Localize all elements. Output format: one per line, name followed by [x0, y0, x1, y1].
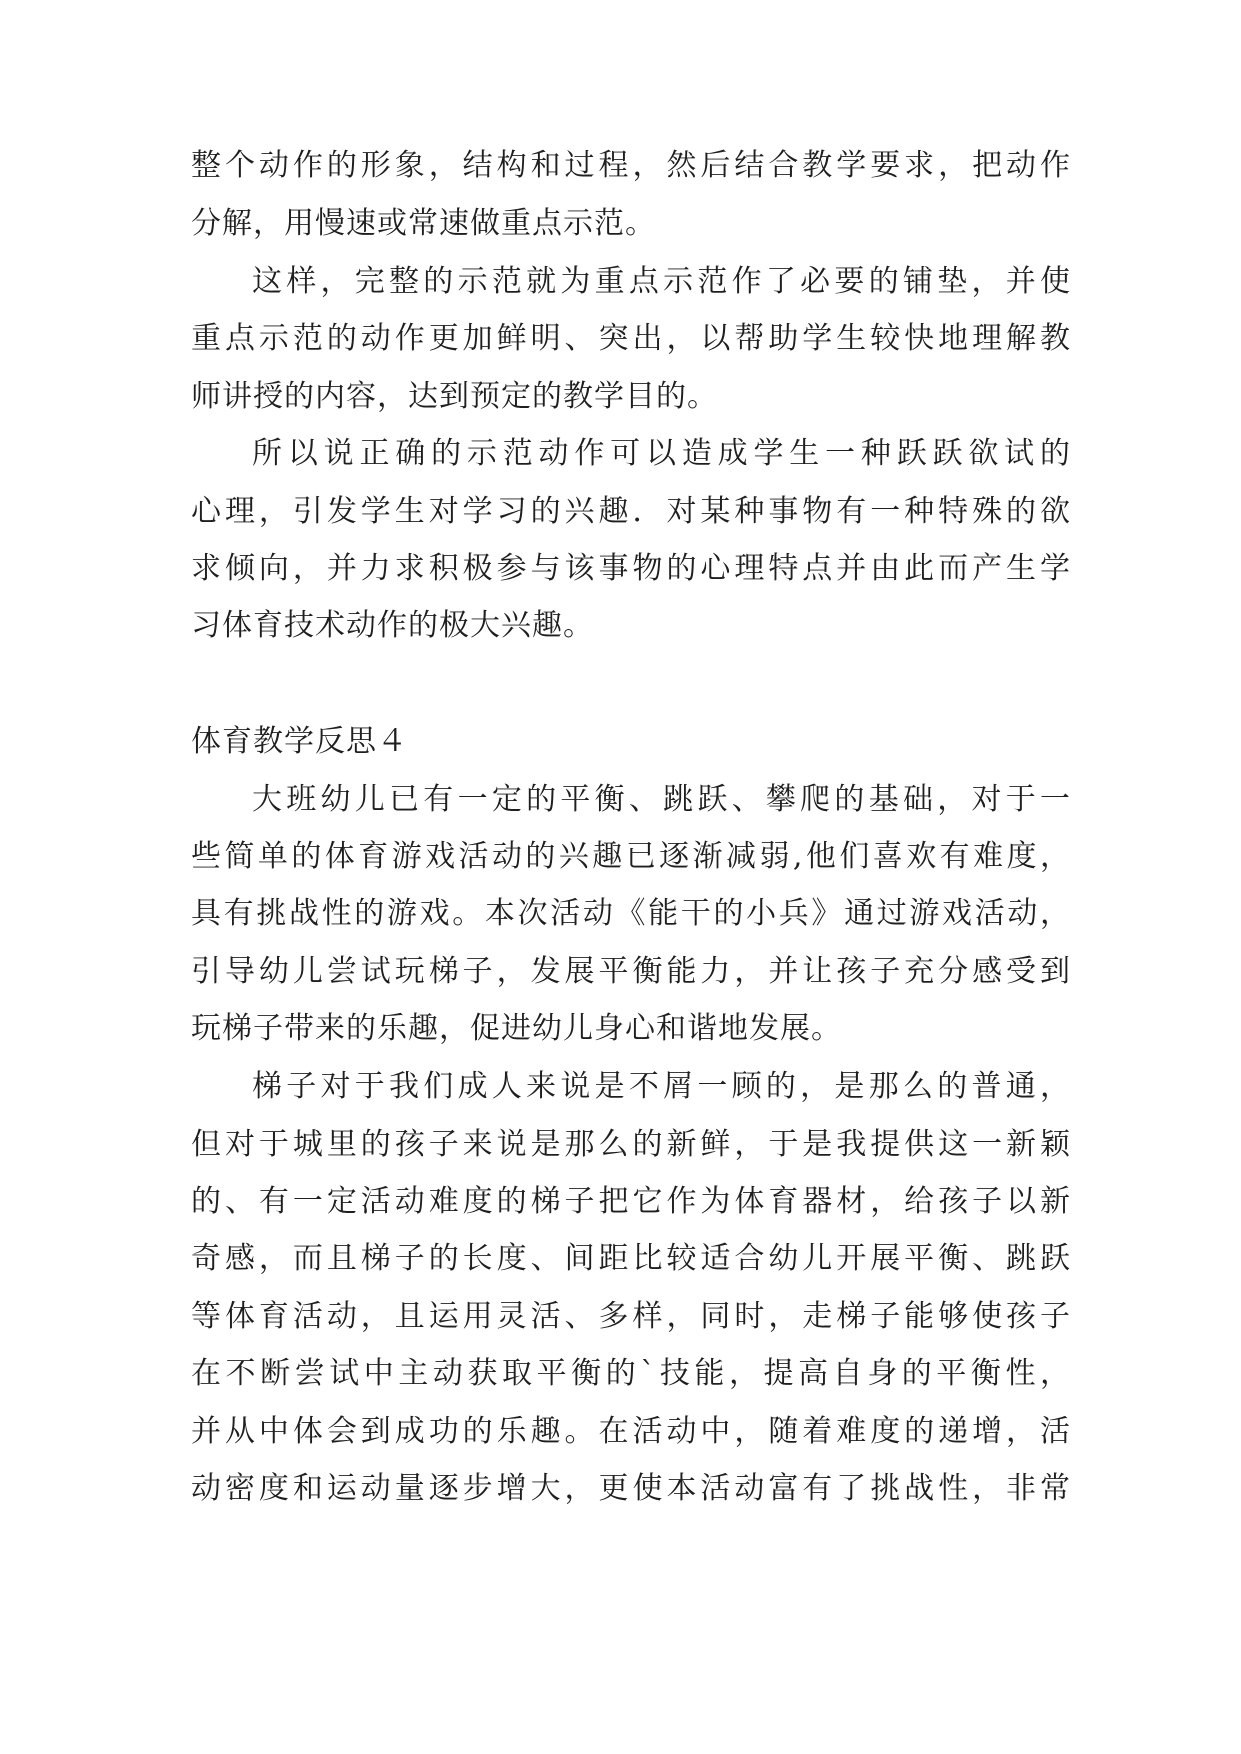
paragraph3-line-3: 求倾向，并力求积极参与该事物的心理特点并由此而产生学	[191, 551, 1071, 586]
paragraph5-line-7: 并从中体会到成功的乐趣。在活动中，随着难度的递增，活	[191, 1414, 1071, 1449]
paragraph4-line-4: 引导幼儿尝试玩梯子，发展平衡能力，并让孩子充分感受到	[191, 954, 1071, 989]
paragraph5-line-3: 的、有一定活动难度的梯子把它作为体育器材，给孩子以新	[191, 1184, 1071, 1219]
paragraph4-line-1: 大班幼儿已有一定的平衡、跳跃、攀爬的基础，对于一	[252, 782, 1071, 817]
paragraph2-line-3: 师讲授的内容，达到预定的教学目的。	[191, 379, 718, 414]
paragraph4-line-5: 玩梯子带来的乐趣，促进幼儿身心和谐地发展。	[191, 1011, 842, 1046]
paragraph5-line-2: 但对于城里的孩子来说是那么的新鲜，于是我提供这一新颖	[191, 1127, 1071, 1162]
paragraph5-line-5: 等体育活动，且运用灵活、多样，同时，走梯子能够使孩子	[191, 1299, 1071, 1334]
paragraph4-line-3: 具有挑战性的游戏。本次活动《能干的小兵》通过游戏活动，	[191, 896, 1071, 931]
paragraph4-line-2: 些简单的体育游戏活动的兴趣已逐渐减弱,他们喜欢有难度，	[191, 839, 1071, 874]
paragraph5-line-8: 动密度和运动量逐步增大，更使本活动富有了挑战性，非常	[191, 1471, 1071, 1506]
paragraph5-line-6: 在不断尝试中主动获取平衡的`技能，提高自身的平衡性，	[191, 1356, 1071, 1391]
paragraph1-line-2: 分解，用慢速或常速做重点示范。	[191, 206, 656, 241]
paragraph2-line-2: 重点示范的动作更加鲜明、突出，以帮助学生较快地理解教	[191, 321, 1071, 356]
paragraph1-line-1: 整个动作的形象，结构和过程，然后结合教学要求，把动作	[191, 148, 1071, 183]
paragraph5-line-4: 奇感，而且梯子的长度、间距比较适合幼儿开展平衡、跳跃	[191, 1241, 1071, 1276]
paragraph3-line-1: 所以说正确的示范动作可以造成学生一种跃跃欲试的	[252, 436, 1071, 471]
paragraph5-line-1: 梯子对于我们成人来说是不屑一顾的，是那么的普通，	[252, 1069, 1071, 1104]
section-heading: 体育教学反思４	[191, 724, 408, 759]
paragraph2-line-1: 这样，完整的示范就为重点示范作了必要的铺垫，并使	[252, 264, 1071, 299]
paragraph3-line-2: 心理，引发学生对学习的兴趣．对某种事物有一种特殊的欲	[191, 494, 1071, 529]
paragraph3-line-4: 习体育技术动作的极大兴趣。	[191, 608, 594, 643]
